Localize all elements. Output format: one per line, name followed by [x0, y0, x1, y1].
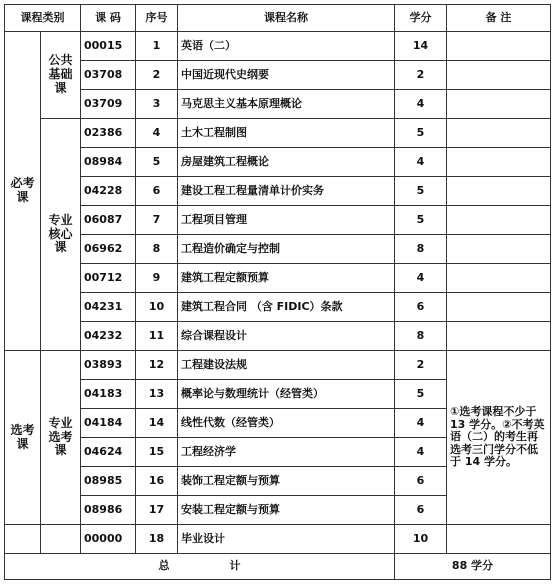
course-code: 06962	[81, 235, 136, 264]
group-required: 必考课	[5, 32, 41, 351]
header-category: 课程类别	[5, 5, 81, 32]
course-credit: 14	[395, 32, 447, 61]
course-code: 08985	[81, 467, 136, 496]
course-name: 工程造价确定与控制	[178, 235, 395, 264]
empty-cell	[5, 525, 41, 554]
course-credit: 8	[395, 322, 447, 351]
course-credit: 5	[395, 380, 447, 409]
course-code: 08984	[81, 148, 136, 177]
course-credit: 6	[395, 467, 447, 496]
header-num: 序号	[136, 5, 178, 32]
course-num: 1	[136, 32, 178, 61]
course-credit: 4	[395, 148, 447, 177]
total-row	[5, 554, 551, 580]
header-credit: 学分	[395, 5, 447, 32]
course-num: 5	[136, 148, 178, 177]
group-elective-sub: 专业选考课	[41, 351, 81, 525]
table-row	[5, 235, 551, 264]
course-code: 00000	[81, 525, 136, 554]
course-code: 04231	[81, 293, 136, 322]
table-row	[5, 206, 551, 235]
course-credit: 8	[395, 235, 447, 264]
course-name: 线性代数（经管类）	[178, 409, 395, 438]
course-remark	[447, 264, 551, 293]
course-name: 建筑工程定额预算	[178, 264, 395, 293]
course-name: 土木工程制图	[178, 119, 395, 148]
course-code: 04183	[81, 380, 136, 409]
course-credit: 10	[395, 525, 447, 554]
table-row	[5, 264, 551, 293]
course-num: 17	[136, 496, 178, 525]
course-credit: 5	[395, 206, 447, 235]
course-remark	[447, 293, 551, 322]
table-row	[5, 177, 551, 206]
course-remark	[447, 119, 551, 148]
empty-cell	[41, 525, 81, 554]
course-name: 工程经济学	[178, 438, 395, 467]
course-remark	[447, 206, 551, 235]
course-credit: 2	[395, 351, 447, 380]
course-credit: 4	[395, 438, 447, 467]
course-name: 建筑工程合同 （含 FIDIC）条款	[178, 293, 395, 322]
course-code: 08986	[81, 496, 136, 525]
group-required-public: 公共基础课	[41, 32, 81, 119]
course-code: 02386	[81, 119, 136, 148]
course-credit: 4	[395, 90, 447, 119]
course-num: 2	[136, 61, 178, 90]
course-name: 房屋建筑工程概论	[178, 148, 395, 177]
table-row	[5, 293, 551, 322]
course-num: 13	[136, 380, 178, 409]
course-name: 综合课程设计	[178, 322, 395, 351]
course-num: 15	[136, 438, 178, 467]
header-name: 课程名称	[178, 5, 395, 32]
course-code: 04624	[81, 438, 136, 467]
course-remark	[447, 525, 551, 554]
course-remark	[447, 235, 551, 264]
table-row	[5, 61, 551, 90]
total-value: 88 学分	[395, 554, 551, 580]
header-code: 课 码	[81, 5, 136, 32]
course-name: 毕业设计	[178, 525, 395, 554]
course-name: 概率论与数理统计（经管类）	[178, 380, 395, 409]
course-code: 00712	[81, 264, 136, 293]
course-name: 工程建设法规	[178, 351, 395, 380]
course-name: 建设工程工程量清单计价实务	[178, 177, 395, 206]
course-num: 7	[136, 206, 178, 235]
course-num: 3	[136, 90, 178, 119]
course-num: 4	[136, 119, 178, 148]
course-name: 装饰工程定额与预算	[178, 467, 395, 496]
course-num: 6	[136, 177, 178, 206]
course-num: 16	[136, 467, 178, 496]
course-credit: 4	[395, 264, 447, 293]
course-remark	[447, 61, 551, 90]
table-row	[5, 119, 551, 148]
total-label-right: 计	[229, 559, 241, 573]
course-name: 马克思主义基本原理概论	[178, 90, 395, 119]
course-remark	[447, 32, 551, 61]
course-num: 8	[136, 235, 178, 264]
header-row	[5, 5, 551, 32]
course-code: 04232	[81, 322, 136, 351]
course-credit: 6	[395, 293, 447, 322]
course-num: 18	[136, 525, 178, 554]
course-code: 06087	[81, 206, 136, 235]
course-code: 00015	[81, 32, 136, 61]
table-row	[5, 322, 551, 351]
course-num: 10	[136, 293, 178, 322]
course-name: 中国近现代史纲要	[178, 61, 395, 90]
course-remark	[447, 177, 551, 206]
course-remark	[447, 148, 551, 177]
table-row	[5, 32, 551, 61]
course-code: 04184	[81, 409, 136, 438]
elective-remark: ①选考课程不少于 13 学分。②不考英语（二）的考生再选考三门学分不低于 14 学分。	[447, 351, 551, 525]
course-code: 04228	[81, 177, 136, 206]
course-num: 14	[136, 409, 178, 438]
course-name: 工程项目管理	[178, 206, 395, 235]
group-required-core: 专业核心课	[41, 119, 81, 351]
course-code: 03709	[81, 90, 136, 119]
course-table	[4, 4, 551, 580]
total-label	[5, 554, 395, 580]
course-credit: 6	[395, 496, 447, 525]
course-remark	[447, 90, 551, 119]
course-credit: 2	[395, 61, 447, 90]
total-label-left: 总	[158, 559, 170, 573]
table-row	[5, 148, 551, 177]
course-credit: 5	[395, 177, 447, 206]
course-num: 9	[136, 264, 178, 293]
course-name: 英语（二）	[178, 32, 395, 61]
course-code: 03893	[81, 351, 136, 380]
course-num: 12	[136, 351, 178, 380]
table-row	[5, 351, 551, 380]
header-remark: 备 注	[447, 5, 551, 32]
table-row	[5, 525, 551, 554]
table-row	[5, 90, 551, 119]
course-code: 03708	[81, 61, 136, 90]
group-elective: 选考课	[5, 351, 41, 525]
course-credit: 4	[395, 409, 447, 438]
course-credit: 5	[395, 119, 447, 148]
course-name: 安装工程定额与预算	[178, 496, 395, 525]
course-remark	[447, 322, 551, 351]
course-num: 11	[136, 322, 178, 351]
